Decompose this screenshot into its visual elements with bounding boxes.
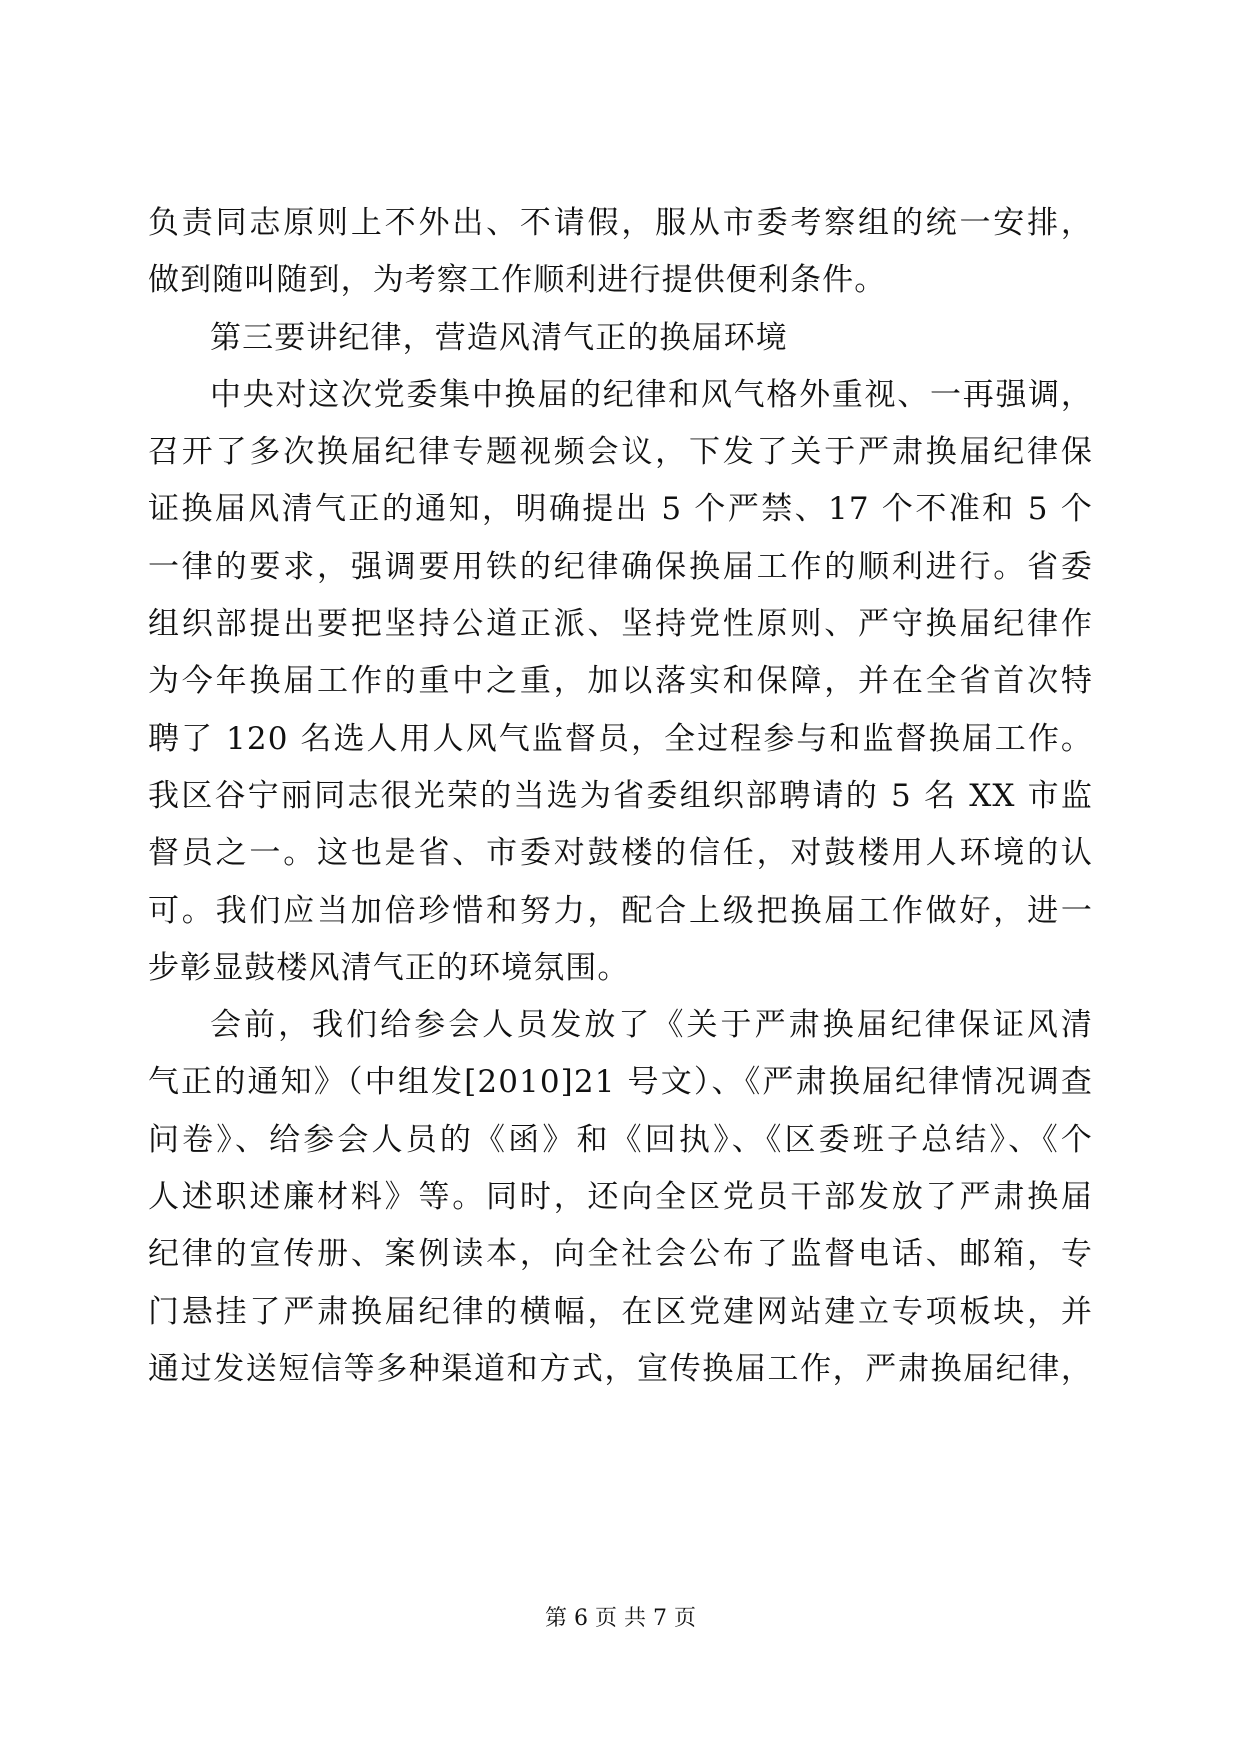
text-line: 一律的要求，强调要用铁的纪律确保换届工作的顺利进行。省委	[148, 548, 1093, 585]
text-line: 人述职述廉材料》等。同时，还向全区党员干部发放了严肃换届	[148, 1179, 1093, 1216]
document-body	[148, 195, 1093, 1398]
text-line: 气正的通知》（中组发[2010]21 号文）、《严肃换届纪律情况调查	[148, 1064, 1093, 1101]
text-line: 证换届风清气正的通知，明确提出 5 个严禁、17 个不准和 5 个	[148, 491, 1093, 528]
text-line: 可。我们应当加倍珍惜和努力，配合上级把换届工作做好，进一	[148, 892, 1093, 929]
paragraph-3	[148, 367, 1093, 997]
text-line: 督员之一。这也是省、市委对鼓楼的信任，对鼓楼用人环境的认	[148, 835, 1093, 872]
text-line: 组织部提出要把坚持公道正派、坚持党性原则、严守换届纪律作	[148, 606, 1093, 643]
paragraph-4	[148, 997, 1093, 1398]
text-line: 步彰显鼓楼风清气正的环境氛围。	[148, 949, 630, 986]
page-footer: 第 6 页 共 7 页	[545, 1606, 696, 1631]
text-line: 为今年换届工作的重中之重，加以落实和保障，并在全省首次特	[148, 663, 1093, 700]
paragraph-1	[148, 195, 1093, 310]
text-line: 做到随叫随到，为考察工作顺利进行提供便利条件。	[148, 262, 887, 299]
section-heading	[148, 310, 1093, 367]
text-line: 负责同志原则上不外出、不请假，服从市委考察组的统一安排，	[148, 205, 1093, 241]
text-line: 纪律的宣传册、案例读本，向全社会公布了监督电话、邮箱，专	[148, 1236, 1093, 1273]
text-line: 问卷》、给参会人员的《函》和《回执》、《区委班子总结》、《个	[148, 1121, 1093, 1158]
text-line: 召开了多次换届纪律专题视频会议，下发了关于严肃换届纪律保	[148, 434, 1093, 471]
text-line: 会前，我们给参会人员发放了《关于严肃换届纪律保证风清	[210, 1007, 1093, 1044]
text-line: 中央对这次党委集中换届的纪律和风气格外重视、一再强调，	[210, 376, 1093, 413]
text-line: 聘了 120 名选人用人风气监督员，全过程参与和监督换届工作。	[148, 720, 1093, 757]
text-line: 我区谷宁丽同志很光荣的当选为省委组织部聘请的 5 名 XX 市监	[148, 777, 1093, 814]
text-line: 第三要讲纪律，营造风清气正的换届环境	[210, 319, 788, 356]
text-line: 通过发送短信等多种渠道和方式，宣传换届工作，严肃换届纪律，	[148, 1350, 1093, 1387]
text-line: 门悬挂了严肃换届纪律的横幅，在区党建网站建立专项板块，并	[148, 1293, 1093, 1330]
